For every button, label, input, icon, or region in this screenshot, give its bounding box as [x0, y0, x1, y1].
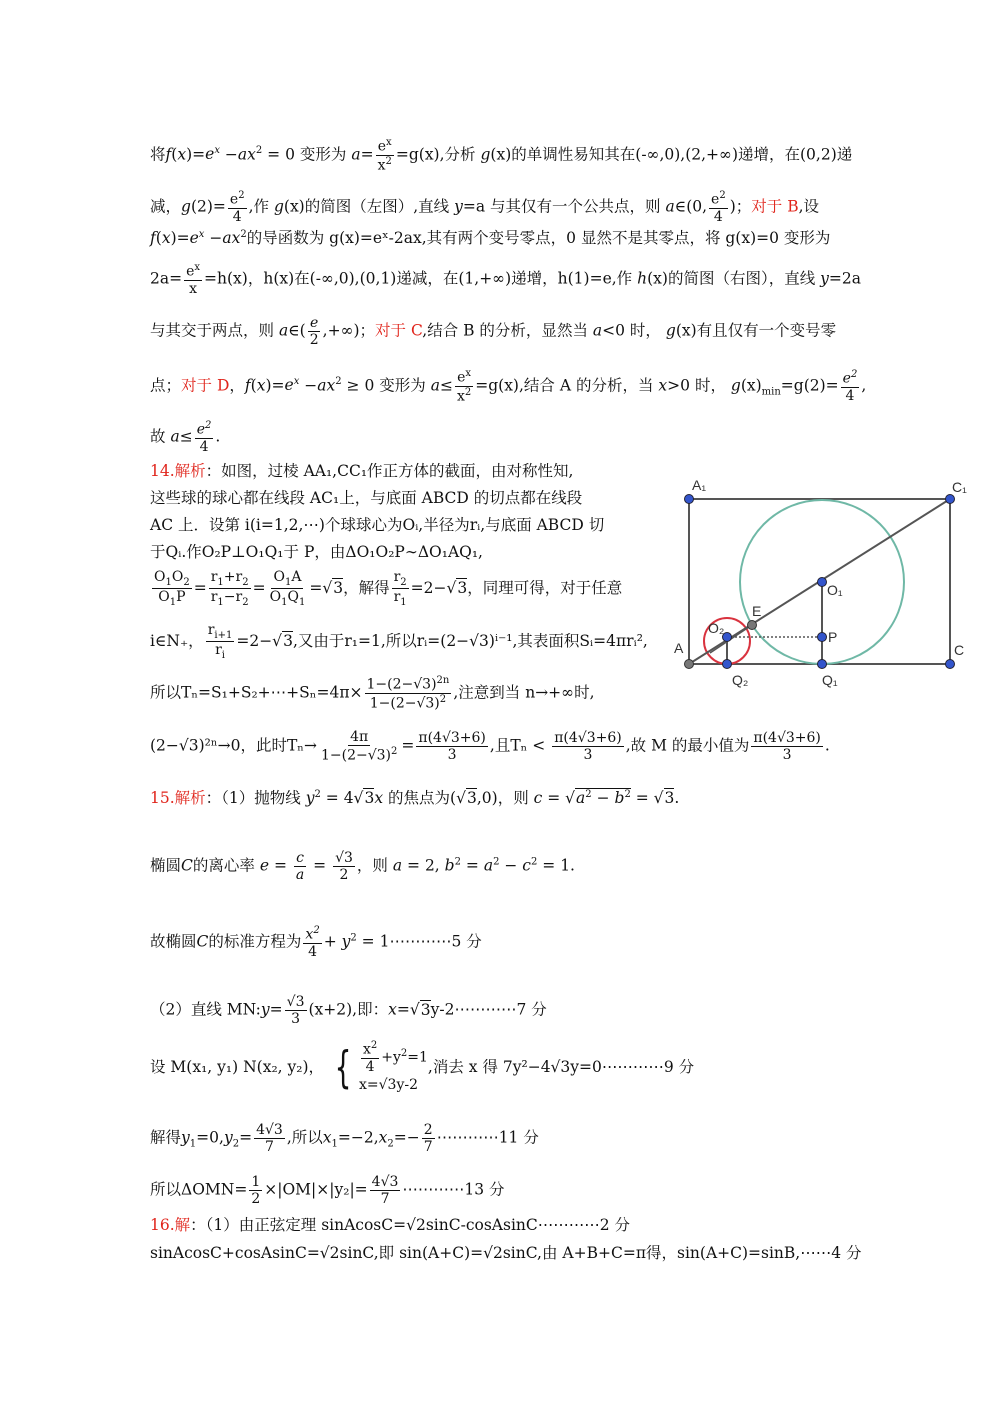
equation-system: { $\frac{x^2}{4}$ $+y^2=1$ x=√3y-2: [334, 1040, 428, 1093]
point-a: [685, 660, 694, 669]
p14-line-6: i∈N₊， $\frac{r_{i+1}}{r_i}$ =2−√3,又由于r₁=1,所以rᵢ=(2−√3)ⁱ⁻¹,其表面积Sᵢ=4πrᵢ²,: [150, 622, 648, 662]
label-e: E: [752, 603, 762, 619]
p15-line-1: 15.解析：（1）抛物线 $y^2 = 4√3x$ 的焦点为(√3,0)，则 $c = √a^2 - b^2 = √3$.: [150, 789, 680, 808]
p15-line-7: 所以ΔOMN= $\frac{1}{2}$ ×|OM|×|y₂|= $\frac{4√3}{7}$ ⋯⋯⋯⋯13 分: [150, 1174, 505, 1208]
p14-line-8: (2−√3)²ⁿ→0，此时Tₙ→ $\frac{4\pi}{1-(2-√3)^2}$ = $\frac{\pi(4√3+6)}{3}$ ,且Tₙ < $\frac{\pi(4√3+6)}{3}$ ,故 M 的最小值为 $\frac{\pi(4√3+6)}{3}$ .: [150, 729, 830, 764]
point-c1: [946, 495, 955, 504]
label-a1: A₁: [692, 477, 707, 493]
point-q2: [723, 660, 732, 669]
p13-line-4: 2a= $\frac{e^x}{x}$ =h(x)，h(x)在(-∞,0),(0,1)递减，在(1,+∞)递增，h(1)=e,作 h(x)的简图（右图），直线 y=2a: [150, 262, 861, 297]
point-e: [748, 621, 757, 630]
p13-line-1: 将$f(x)=e^x -ax^2 = 0$ 变形为 a= $\frac{e^x}{x^2}$ =g(x),分析 g(x)的单调性易知其在(-∞,0),(2,+∞)递增，在(0,2)递: [150, 137, 853, 174]
label-o1: O₁: [827, 582, 843, 598]
label-c1: C₁: [952, 479, 967, 495]
p13-line-2: 减，g(2)= $\frac{e^2}{4}$ ,作 g(x)的简图（左图）,直线 y=a 与其仅有一个公共点，则 a∈(0, $\frac{e^2}{4}$ )；对于 B,设: [150, 190, 820, 225]
p13-line-7: 故 a≤ $\frac{e^2}{4}$ .: [150, 420, 221, 455]
p14-line-3: AC 上．设第 i(i=1,2,⋯)个球球心为Oᵢ,半径为rᵢ,与底面 ABCD 切: [150, 516, 605, 534]
point-q1: [818, 660, 827, 669]
p13-line-6: 点；对于 D，$f(x)=e^x -ax^2 \ge 0$ 变形为 a≤ $\frac{e^x}{x^2}$ =g(x),结合 A 的分析，当 x>0 时， $g(x)_{min}=g(2)=$ $\frac{e^2}{4}$ ,: [150, 368, 867, 405]
p15-line-5: 设 M(x₁, y₁) N(x₂, y₂)， { $\frac{x^2}{4}$ $+y^2=1$ x=√3y-2 ,消去 x 得 7y²−4√3y=0⋯⋯⋯⋯9 分: [150, 1040, 694, 1096]
p15-line-4: （2）直线 MN:y= $\frac{√3}{3}$ (x+2),即：x=√3y-2⋯⋯⋯⋯7 分: [150, 994, 547, 1028]
label-o2: O₂: [708, 620, 725, 636]
p14-line-4: 于Qᵢ.作O₂P⊥O₁Q₁于 P，由ΔO₁O₂P∼ΔO₁AQ₁,: [150, 543, 483, 561]
p15-line-2: 椭圆C的离心率 e = $\frac{c}{a}$ = $\frac{√3}{2}$ ，则 a = 2, $b^2 = a^2 - c^2 = 1$.: [150, 850, 575, 884]
label-p: P: [828, 629, 838, 645]
p14-line-1: 14.解析：如图，过棱 AA₁,CC₁作正方体的截面，由对称性知,: [150, 462, 574, 480]
p16-line-1: 16.解：（1）由正弦定理 sinAcosC=√2sinC-cosAsinC⋯⋯⋯⋯2 分: [150, 1216, 631, 1234]
p13-line-3: $f(x)=e^x -ax^2$的导函数为 g(x)=eˣ-2ax,其有两个变号零点，0 显然不是其零点，将 g(x)=0 变形为: [150, 229, 831, 248]
point-a1: [685, 495, 694, 504]
label-a: A: [674, 640, 684, 656]
p14-line-2: 这些球的球心都在线段 AC₁上，与底面 ABCD 的切点都在线段: [150, 489, 583, 507]
label-q2: Q₂: [732, 672, 749, 688]
p15-line-6: 解得$y_1=0,y_2=$ $\frac{4√3}{7}$ ,所以$x_1=-2,x_2=-$ $\frac{2}{7}$ ⋯⋯⋯⋯11 分: [150, 1122, 539, 1156]
label-c: C: [954, 642, 965, 658]
p15-line-3: 故椭圆C的标准方程为 $\frac{x^2}{4}$ + $y^2$ = 1⋯⋯⋯⋯5 分: [150, 925, 482, 960]
point-o1: [818, 578, 827, 587]
label-q1: Q₁: [822, 672, 838, 688]
point-p: [818, 633, 827, 642]
p16-line-2: sinAcosC+cosAsinC=√2sinC,即 sin(A+C)=√2sinC,由 A+B+C=π得，sin(A+C)=sinB,⋯⋯4 分: [150, 1244, 862, 1262]
cube-cross-section-figure: [672, 470, 972, 695]
p14-line-5: $\frac{O_1O_2}{O_1P}$ = $\frac{r_1+r_2}{r_1-r_2}$ = $\frac{O_1A}{O_1Q_1}$ =√3，解得 $\frac{r_2}{r_1}$ =2−√3，同理可得，对于任意: [154, 569, 623, 609]
p13-line-5: 与其交于两点，则 a∈( $\frac{e}{2}$ ,+∞)；对于 C,结合 B 的分析，显然当 a<0 时， g(x)有且仅有一个变号零: [150, 315, 837, 349]
p14-line-7: 所以Tₙ=S₁+S₂+⋯+Sₙ=4π× $\frac{1-(2-√3)^{2n}}{1-(2-√3)^2}$ ,注意到当 n→+∞时,: [150, 675, 595, 712]
point-c: [946, 660, 955, 669]
